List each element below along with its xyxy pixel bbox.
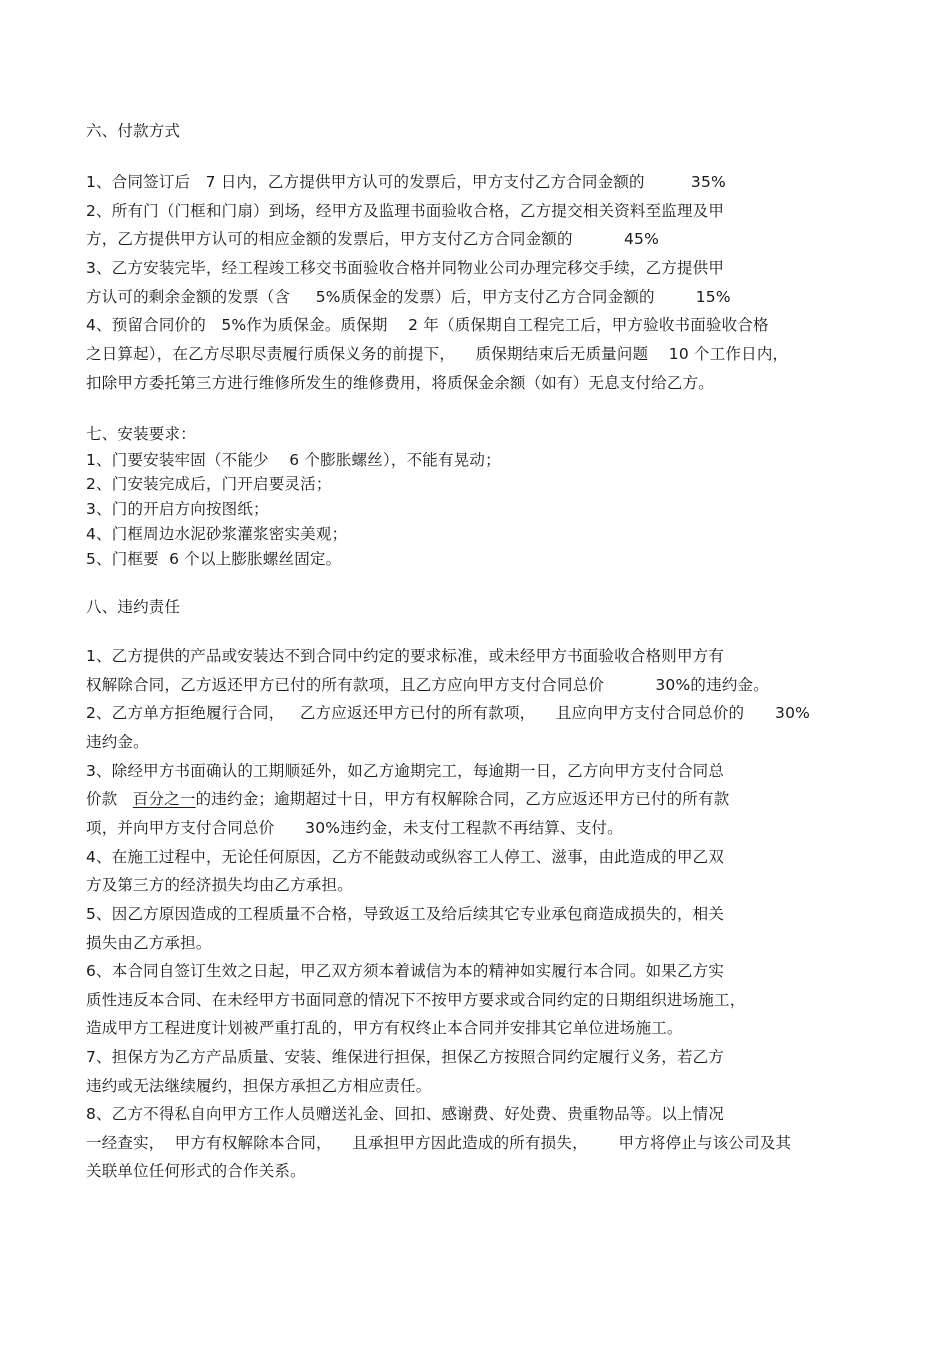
breach-item-4-line-1: 4、在施工过程中，无论任何原因，乙方不能鼓动或纵容工人停工、滋事，由此造成的甲乙双 — [86, 848, 725, 866]
payment-item-2-line-1: 2、所有门（门框和门扇）到场，经甲方及监理书面验收合格，乙方提交相关资料至监理及甲 — [86, 202, 725, 220]
breach-item-3-prefix: 价款 — [86, 790, 118, 808]
breach-item-7-line-2: 违约或无法继续履约，担保方承担乙方相应责任。 — [86, 1077, 432, 1095]
breach-item-2-line-1: 2、乙方单方拒绝履行合同， 乙方应返还甲方已付的所有款项， 且应向甲方支付合同总价的 30% — [86, 704, 811, 722]
breach-item-3-line-2 — [86, 789, 729, 809]
breach-item-5-line-2: 损失由乙方承担。 — [86, 934, 212, 952]
section-heading-breach: 八、违约责任 — [86, 598, 181, 616]
breach-item-3-underlined-rate: 百分之一 — [132, 790, 196, 808]
payment-item-1-line-1: 1、合同签订后 7 日内，乙方提供甲方认可的发票后，甲方支付乙方合同金额的 35% — [86, 173, 726, 191]
breach-item-8-line-1: 8、乙方不得私自向甲方工作人员赠送礼金、回扣、感谢费、好处费、贵重物品等。以上情况 — [86, 1105, 725, 1123]
breach-item-3-line-1: 3、除经甲方书面确认的工期顺延外，如乙方逾期完工，每逾期一日，乙方向甲方支付合同总 — [86, 762, 725, 780]
breach-item-4-line-2: 方及第三方的经济损失均由乙方承担。 — [86, 876, 353, 894]
breach-item-2-line-2: 违约金。 — [86, 733, 149, 751]
breach-item-6-line-2: 质性违反本合同、在未经甲方书面同意的情况下不按甲方要求或合同约定的日期组织进场施工， — [86, 991, 746, 1009]
breach-item-3-line-3: 项，并向甲方支付合同总价 30%违约金，未支付工程款不再结算、支付。 — [86, 819, 623, 837]
payment-item-4-line-3: 扣除甲方委托第三方进行维修所发生的维修费用，将质保金余额（如有）无息支付给乙方。 — [86, 374, 715, 392]
breach-item-8-line-3: 关联单位任何形式的合作关系。 — [86, 1162, 306, 1180]
installation-item-1: 1、门要安装牢固（不能少 6 个膨胀螺丝），不能有晃动； — [86, 451, 501, 469]
breach-item-5-line-1: 5、因乙方原因造成的工程质量不合格，导致返工及给后续其它专业承包商造成损失的，相关 — [86, 905, 725, 923]
installation-item-2: 2、门安装完成后，门开启要灵活； — [86, 475, 332, 493]
installation-item-4: 4、门框周边水泥砂浆灌浆密实美观； — [86, 525, 348, 543]
installation-item-5: 5、门框要 6 个以上膨胀螺丝固定。 — [86, 550, 342, 568]
breach-item-1-line-2: 权解除合同，乙方返还甲方已付的所有款项，且乙方应向甲方支付合同总价 30%的违约金。 — [86, 676, 769, 694]
breach-item-3-suffix: 的违约金；逾期超过十日，甲方有权解除合同，乙方应返还甲方已付的所有款 — [195, 790, 730, 808]
payment-item-3-line-2: 方认可的剩余金额的发票（含 5%质保金的发票）后，甲方支付乙方合同金额的 15% — [86, 288, 731, 306]
breach-item-6-line-3: 造成甲方工程进度计划被严重打乱的，甲方有权终止本合同并安排其它单位进场施工。 — [86, 1019, 683, 1037]
payment-item-2-line-2: 方，乙方提供甲方认可的相应金额的发票后，甲方支付乙方合同金额的 45% — [86, 230, 660, 248]
payment-item-4-line-2: 之日算起），在乙方尽职尽责履行质保义务的前提下， 质保期结束后无质量问题 10 个工作日内， — [86, 345, 789, 363]
payment-item-4-line-1: 4、预留合同价的 5%作为质保金。质保期 2 年（质保期自工程完工后，甲方验收书面验收合格 — [86, 316, 769, 334]
breach-item-8-line-2: 一经查实， 甲方有权解除本合同， 且承担甲方因此造成的所有损失， 甲方将停止与该公司及其 — [86, 1134, 792, 1152]
breach-item-1-line-1: 1、乙方提供的产品或安装达不到合同中约定的要求标准，或未经甲方书面验收合格则甲方有 — [86, 647, 725, 665]
payment-item-3-line-1: 3、乙方安装完毕，经工程竣工移交书面验收合格并同物业公司办理完移交手续，乙方提供甲 — [86, 259, 725, 277]
installation-item-3: 3、门的开启方向按图纸； — [86, 500, 269, 518]
section-heading-installation: 七、安装要求： — [86, 425, 196, 443]
breach-item-6-line-1: 6、本合同自签订生效之日起，甲乙双方须本着诚信为本的精神如实履行本合同。如果乙方实 — [86, 962, 725, 980]
section-heading-payment: 六、付款方式 — [86, 122, 181, 140]
breach-item-7-line-1: 7、担保方为乙方产品质量、安装、维保进行担保，担保乙方按照合同约定履行义务，若乙方 — [86, 1048, 725, 1066]
